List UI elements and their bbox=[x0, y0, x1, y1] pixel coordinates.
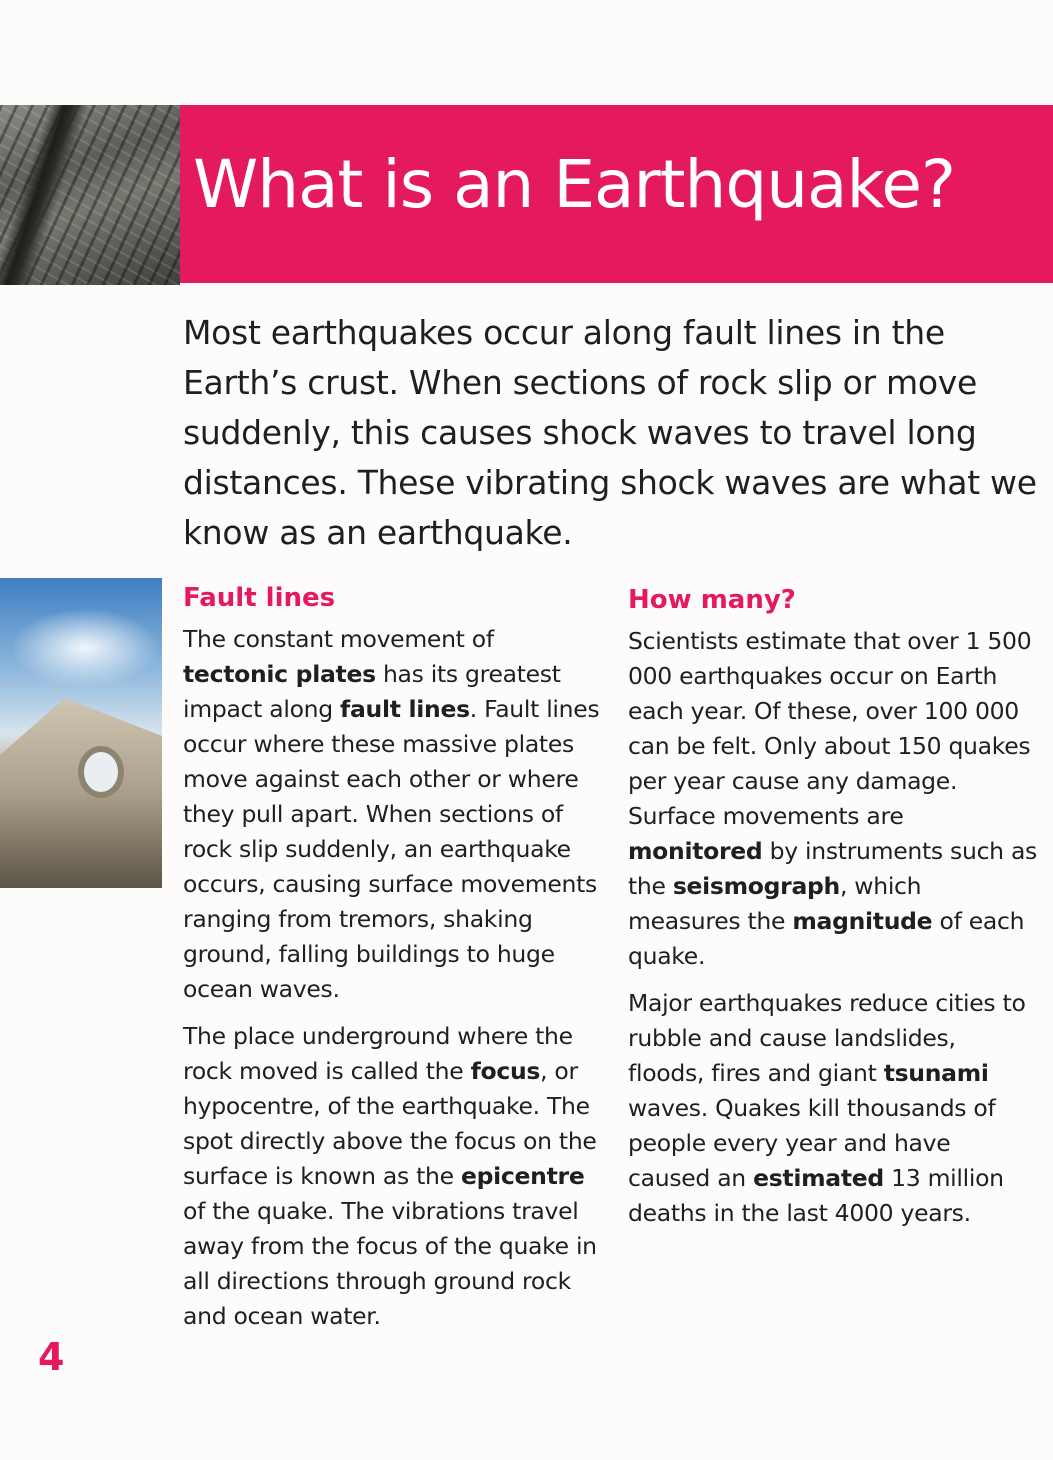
text-run: has its greatest impact along bbox=[183, 660, 561, 723]
term-tsunami: tsunami bbox=[883, 1059, 989, 1087]
term-tectonic-plates: tectonic plates bbox=[183, 660, 376, 688]
text-run: by instruments such as the bbox=[628, 837, 1037, 900]
text-run: The place underground where the rock moved is called the bbox=[183, 1022, 573, 1085]
term-focus: focus bbox=[470, 1057, 541, 1085]
fault-lines-heading: Fault lines bbox=[183, 583, 336, 613]
term-seismograph: seismograph bbox=[672, 872, 840, 900]
text-run: of each quake. bbox=[628, 907, 1025, 970]
term-fault-lines: fault lines bbox=[340, 695, 470, 723]
page-title: What is an Earthquake? bbox=[193, 146, 956, 223]
fault-lines-paragraph-1 bbox=[183, 622, 603, 1007]
text-run: , which measures the bbox=[628, 872, 922, 935]
cloud-graphic bbox=[10, 608, 160, 688]
how-many-paragraph-2 bbox=[628, 986, 1038, 1231]
how-many-section bbox=[628, 580, 1038, 1243]
round-window-graphic bbox=[78, 746, 124, 798]
how-many-paragraph-1 bbox=[628, 624, 1038, 974]
ruined-wall-graphic bbox=[0, 698, 162, 888]
term-magnitude: magnitude bbox=[792, 907, 933, 935]
text-run: waves. Quakes kill thousands of people every year and have caused an bbox=[628, 1094, 996, 1192]
text-run: , or hypocentre, of the earthquake. The spot directly above the focus on the surface is known as the bbox=[183, 1057, 597, 1190]
how-many-heading: How many? bbox=[628, 585, 796, 615]
intro-paragraph: Most earthquakes occur along fault lines in the Earth’s crust. When sections of rock slip or move suddenly, this causes shock waves to travel long distances. These vibrating shock waves are what we know as an earthquake. bbox=[183, 313, 1037, 552]
fault-lines-section bbox=[183, 580, 603, 1346]
text-run: The constant movement of bbox=[183, 625, 494, 653]
text-run: Scientists estimate that over 1 500 000 earthquakes occur on Earth each year. Of these, over 100 000 can be felt. Only about 150 quakes per year cause any damage. Surface movements are bbox=[628, 627, 1032, 830]
text-run: 13 million deaths in the last 4000 years. bbox=[628, 1164, 1004, 1227]
term-estimated: estimated bbox=[753, 1164, 884, 1192]
text-run: of the quake. The vibrations travel away from the focus of the quake in all directions through ground rock and ocean water. bbox=[183, 1197, 597, 1330]
term-monitored: monitored bbox=[628, 837, 763, 865]
text-run: Major earthquakes reduce cities to rubble and cause landslides, floods, fires and giant bbox=[628, 989, 1026, 1087]
fault-lines-paragraph-2 bbox=[183, 1019, 603, 1334]
text-run: . Fault lines occur where these massive plates move against each other or where they pull apart. When sections of rock slip suddenly, an earthquake occurs, causing surface movements ranging from tremors, shaking ground, falling buildings to huge ocean waves. bbox=[183, 695, 600, 1003]
page-number: 4 bbox=[38, 1335, 65, 1379]
term-epicentre: epicentre bbox=[460, 1162, 585, 1190]
fault-crack-graphic bbox=[0, 105, 89, 285]
cracked-rock-photo bbox=[0, 105, 180, 285]
ruined-building-photo bbox=[0, 578, 162, 888]
